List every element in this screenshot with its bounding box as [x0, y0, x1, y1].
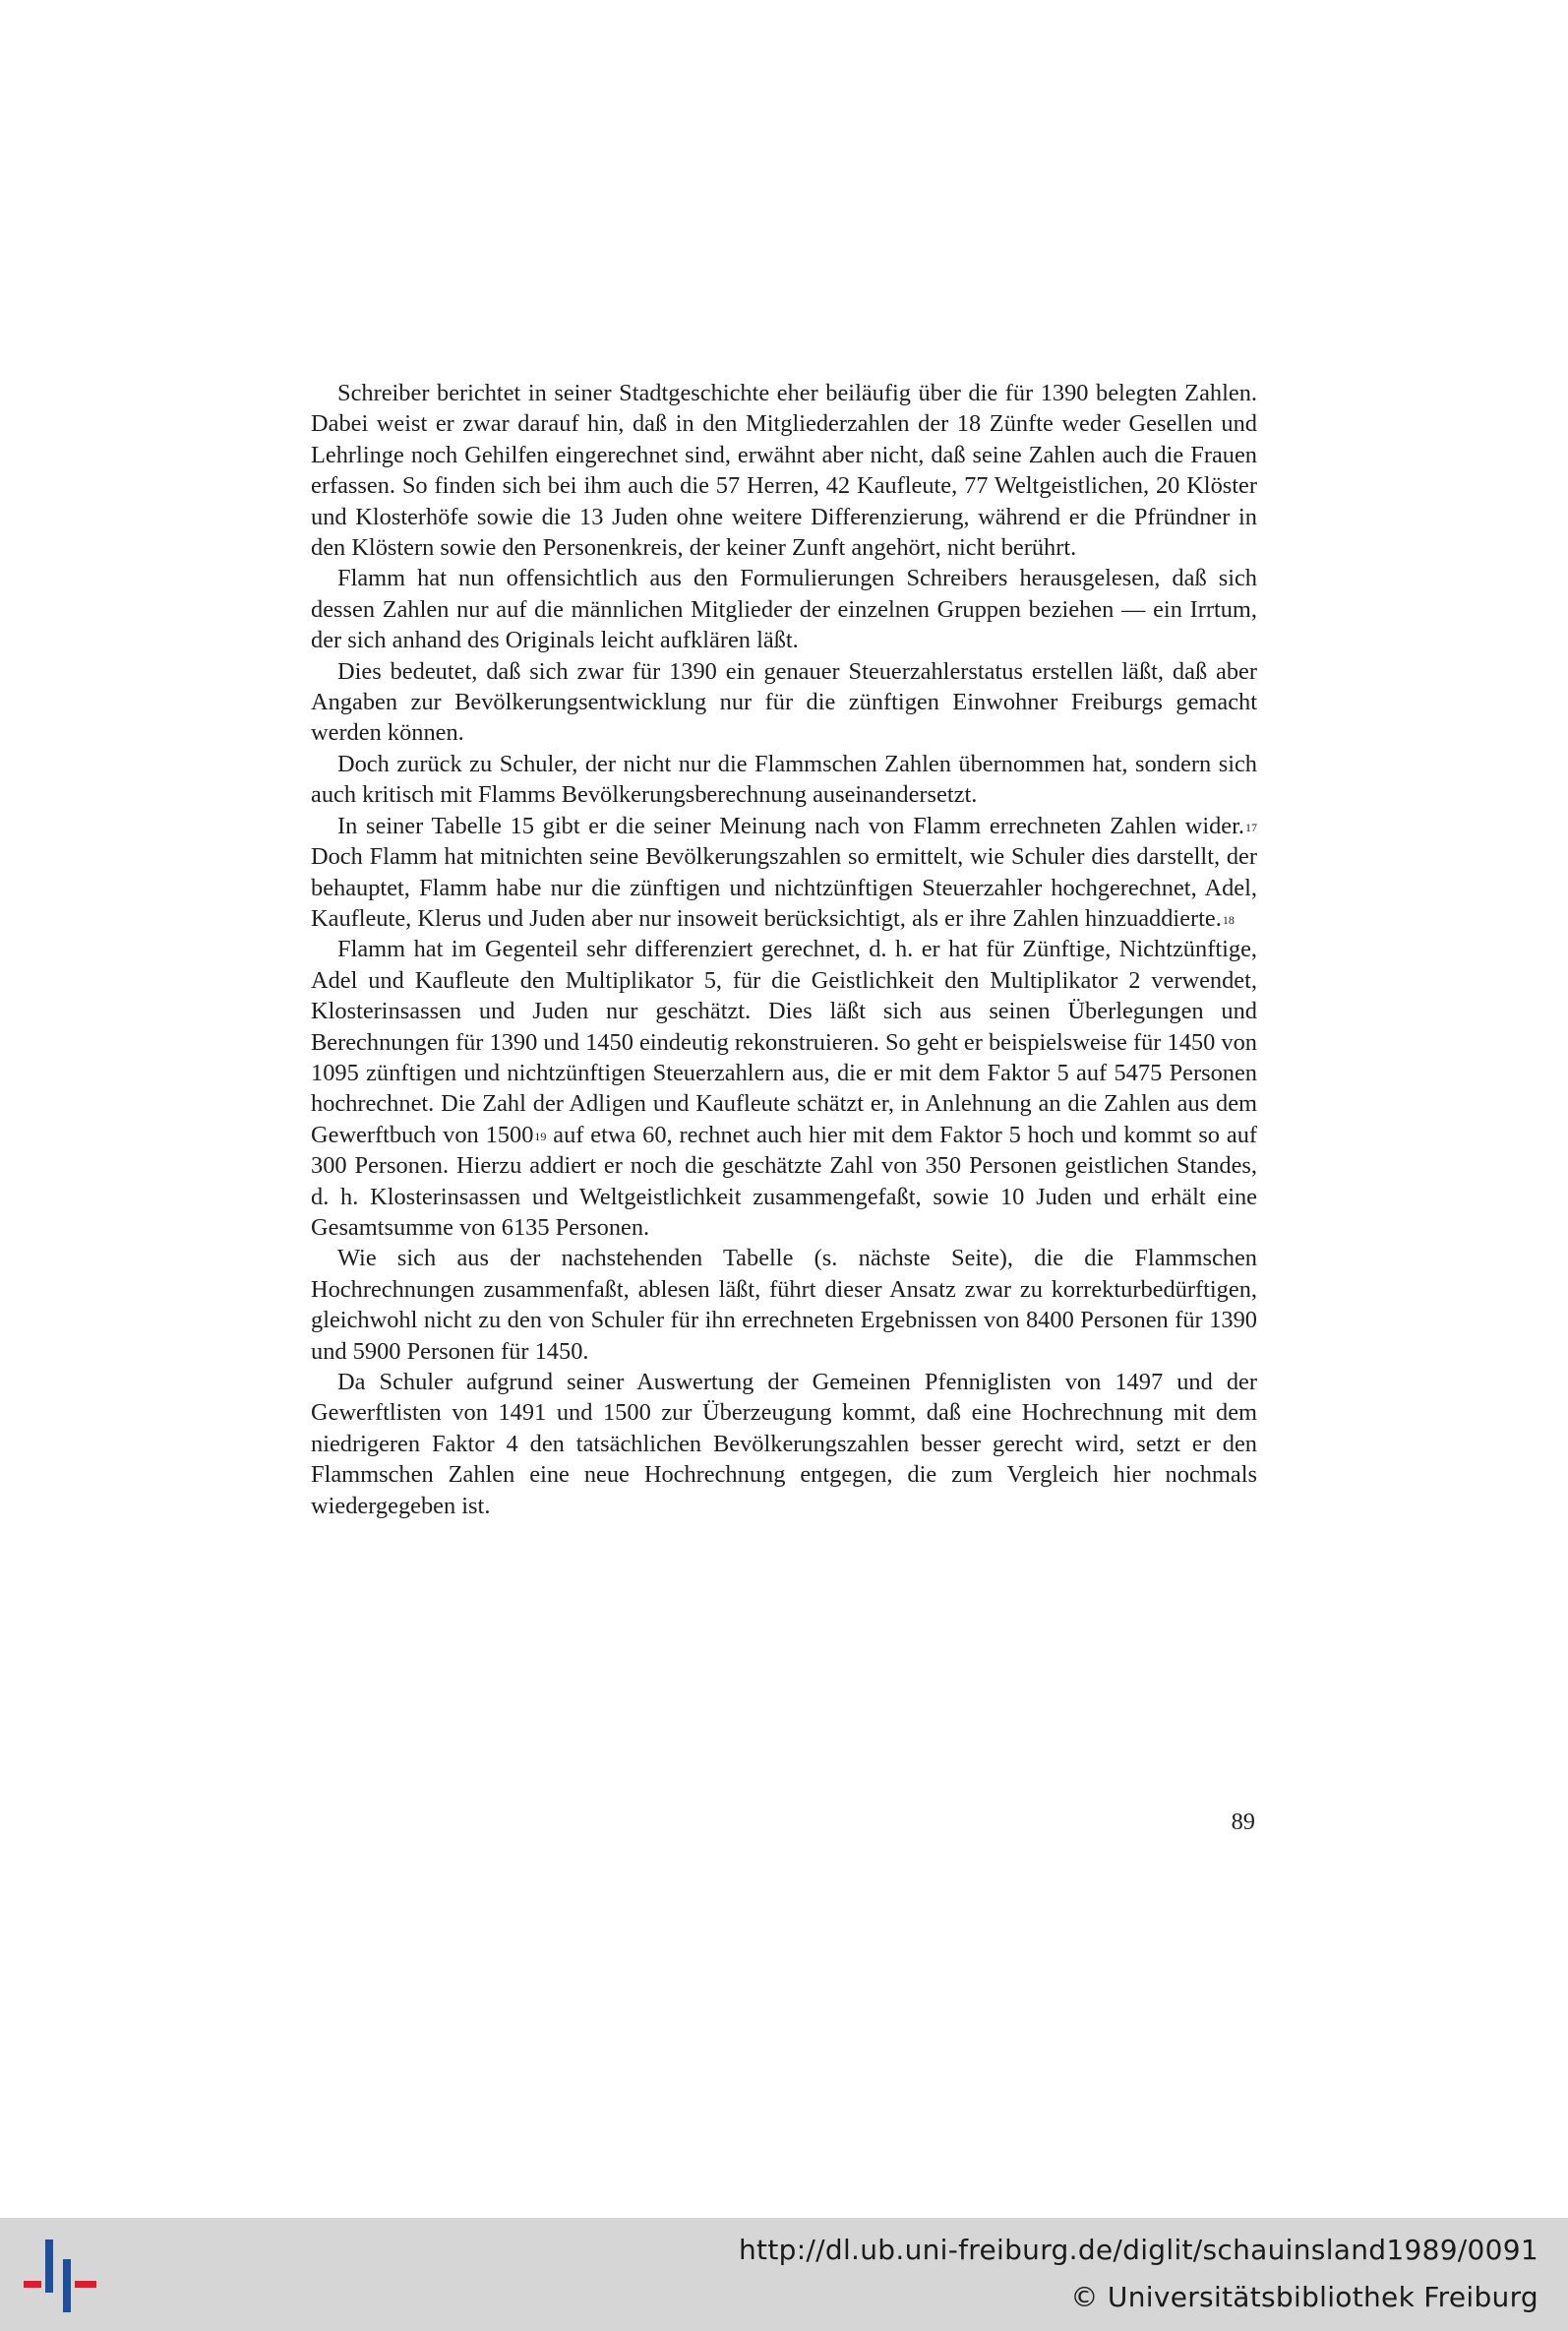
ub-freiburg-logo-icon	[22, 2238, 100, 2316]
footnote-marker: 17	[1245, 820, 1257, 834]
text-segment: Wie sich aus der nachstehenden Tabelle (s. nächste Seite), die die Flammschen Hochrechnungen zusammenfaßt, ablesen läßt, führt dieser Ansatz zwar zu korrekturbedürftigen, gleichwohl nicht zu den von Schuler für ihn errechneten Ergebnissen von 8400 Personen für 1390 und 5900 Personen für 1450.	[311, 1245, 1257, 1365]
paragraph	[311, 656, 1257, 749]
footer-copyright: © Universitätsbibliothek Freiburg	[1070, 2281, 1538, 2313]
footer-bar	[0, 2218, 1568, 2331]
paragraph	[311, 1367, 1257, 1521]
text-segment: Doch zurück zu Schuler, der nicht nur die Flammschen Zahlen übernommen hat, sondern sich auch kritisch mit Flamms Bevölkerungsberechnung auseinandersetzt.	[311, 750, 1257, 809]
footer-url-link[interactable]: http://dl.ub.uni-freiburg.de/diglit/schauinsland1989/0091	[739, 2234, 1538, 2266]
footnote-marker: 18	[1222, 912, 1235, 927]
text-segment: Doch Flamm hat mitnichten seine Bevölkerungszahlen so ermittelt, wie Schuler dies darstellt, der behauptet, Flamm habe nur die zünftigen und nichtzünftigen Steuerzahler hochgerechnet, Adel, Kaufleute, Klerus und Juden aber nur insoweit berücksichtigt, als er ihre Zahlen hinzuaddierte.	[311, 843, 1257, 932]
text-segment: Schreiber berichtet in seiner Stadtgeschichte eher beiläufig über die für 1390 belegten Zahlen. Dabei weist er zwar darauf hin, daß in den Mitgliederzahlen der 18 Zünfte weder Gesellen und Lehrlinge noch Gehilfen eingerechnet sind, erwähnt aber nicht, daß seine Zahlen auch die Frauen erfassen. So finden sich bei ihm auch die 57 Herren, 42 Kaufleute, 77 Weltgeistlichen, 20 Klöster und Klosterhöfe sowie die 13 Juden ohne weitere Differenzierung, während er die Pfründner in den Klöstern sowie den Personenkreis, der keiner Zunft angehört, nicht berührt.	[311, 380, 1257, 562]
text-segment: Dies bedeutet, daß sich zwar für 1390 ein genauer Steuerzahlerstatus erstellen läßt, daß aber Angaben zur Bevölkerungsentwicklung nur für die zünftigen Einwohner Freiburgs gemacht werden können.	[311, 657, 1257, 747]
text-segment: auf etwa 60, rechnet auch hier mit dem Faktor 5 hoch und kommt so auf 300 Personen. Hierzu addiert er noch die geschätzte Zahl von 350 Personen geistlichen Standes, d. h. Klosterinsassen und Weltgeistlichkeit zusammengefaßt, sowie 10 Juden und erhält eine Gesamtsumme von 6135 Personen.	[311, 1121, 1258, 1241]
paragraph	[311, 1243, 1257, 1367]
text-segment: Flamm hat nun offensichtlich aus den Formulierungen Schreibers herausgelesen, daß sich dessen Zahlen nur auf die männlichen Mitglieder der einzelnen Gruppen beziehen — ein Irrtum, der sich anhand des Originals leicht aufklären läßt.	[311, 565, 1257, 654]
body-text	[311, 378, 1257, 1521]
text-segment: In seiner Tabelle 15 gibt er die seiner Meinung nach von Flamm errechneten Zahlen wider.	[337, 812, 1244, 839]
text-segment: Flamm hat im Gegenteil sehr differenziert gerechnet, d. h. er hat für Zünftige, Nichtzünftige, Adel und Kaufleute den Multiplikator 5, für die Geistlichkeit den Multiplikator 2 verwendet, Klosterinsassen und Juden nur geschätzt. Dies läßt sich aus seinen Überlegungen und Berechnungen für 1390 und 1450 eindeutig rekonstruieren. So geht er beispielsweise für 1450 von 1095 zünftigen und nichtzünftigen Steuerzahlern aus, die er mit dem Faktor 5 auf 5475 Personen hochrechnet. Die Zahl der Adligen und Kaufleute schätzt er, in Anlehnung an die Zahlen aus dem Gewerftbuch von 1500	[311, 936, 1257, 1148]
paragraph	[311, 749, 1257, 811]
paragraph	[311, 563, 1257, 655]
footnote-marker: 19	[534, 1129, 547, 1143]
page-number: 89	[1231, 1809, 1255, 1835]
paragraph	[311, 811, 1257, 935]
text-segment: Da Schuler aufgrund seiner Auswertung der Gemeinen Pfenniglisten von 1497 und der Gewerftlisten von 1491 und 1500 zur Überzeugung kommt, daß eine Hochrechnung mit dem niedrigeren Faktor 4 den tatsächlichen Bevölkerungszahlen besser gerecht wird, setzt er den Flammschen Zahlen eine neue Hochrechnung entgegen, die zum Vergleich hier nochmals wiedergegeben ist.	[311, 1369, 1257, 1519]
paragraph	[311, 934, 1257, 1243]
paragraph	[311, 378, 1257, 563]
